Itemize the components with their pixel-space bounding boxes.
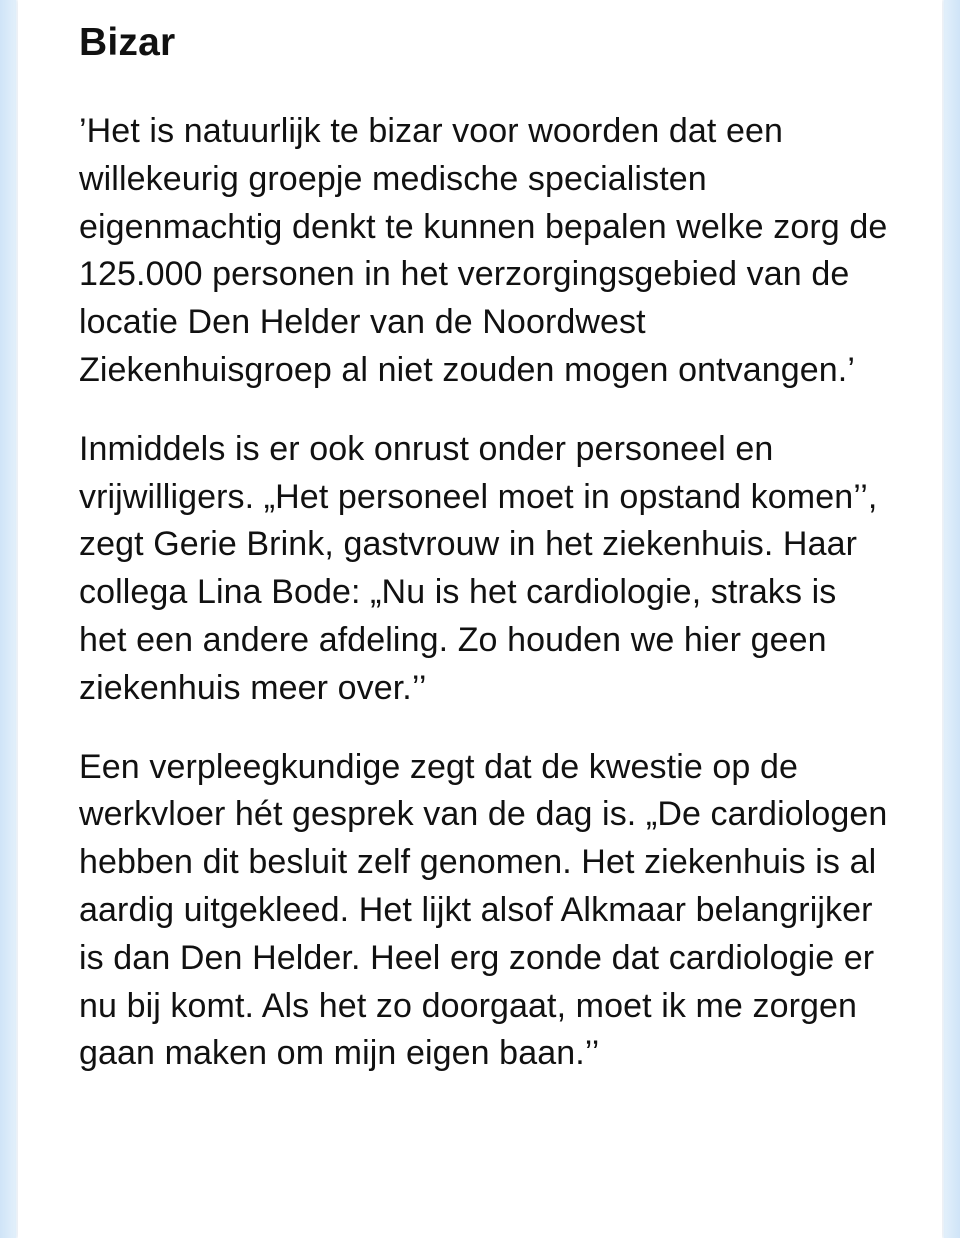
article-content bbox=[79, 18, 889, 1109]
article-paragraph-1: ’Het is natuurlijk te bizar voor woorden dat een willekeurig groepje medische specialisten eigenmachtig denkt te kunnen bepalen welke zorg de 125.000 personen in het verzorgingsgebied van de locatie Den Helder van de Noordwest Ziekenhuisgroep al niet zouden mogen ontvangen.’ bbox=[79, 112, 888, 389]
article-paragraph-3: Een verpleegkundige zegt dat de kwestie op de werkvloer hét gesprek van de dag is. „De cardiologen hebben dit besluit zelf genomen. Het ziekenhuis is al aardig uitgekleed. Het lijkt alsof Alkmaar belangrijker is dan Den Helder. Heel erg zonde dat cardiologie er nu bij komt. Als het zo doorgaat, moet ik me zorgen gaan maken om mijn eigen baan.’’ bbox=[79, 747, 888, 1073]
article-panel bbox=[18, 0, 942, 1238]
section-heading: Bizar bbox=[79, 21, 176, 64]
article-paragraph-2: Inmiddels is er ook onrust onder personeel en vrijwilligers. „Het personeel moet in opstand komen’’, zegt Gerie Brink, gastvrouw in het ziekenhuis. Haar collega Lina Bode: „Nu is het cardiologie, straks is het een andere afdeling. Zo houden we hier geen ziekenhuis meer over.’’ bbox=[79, 429, 878, 707]
